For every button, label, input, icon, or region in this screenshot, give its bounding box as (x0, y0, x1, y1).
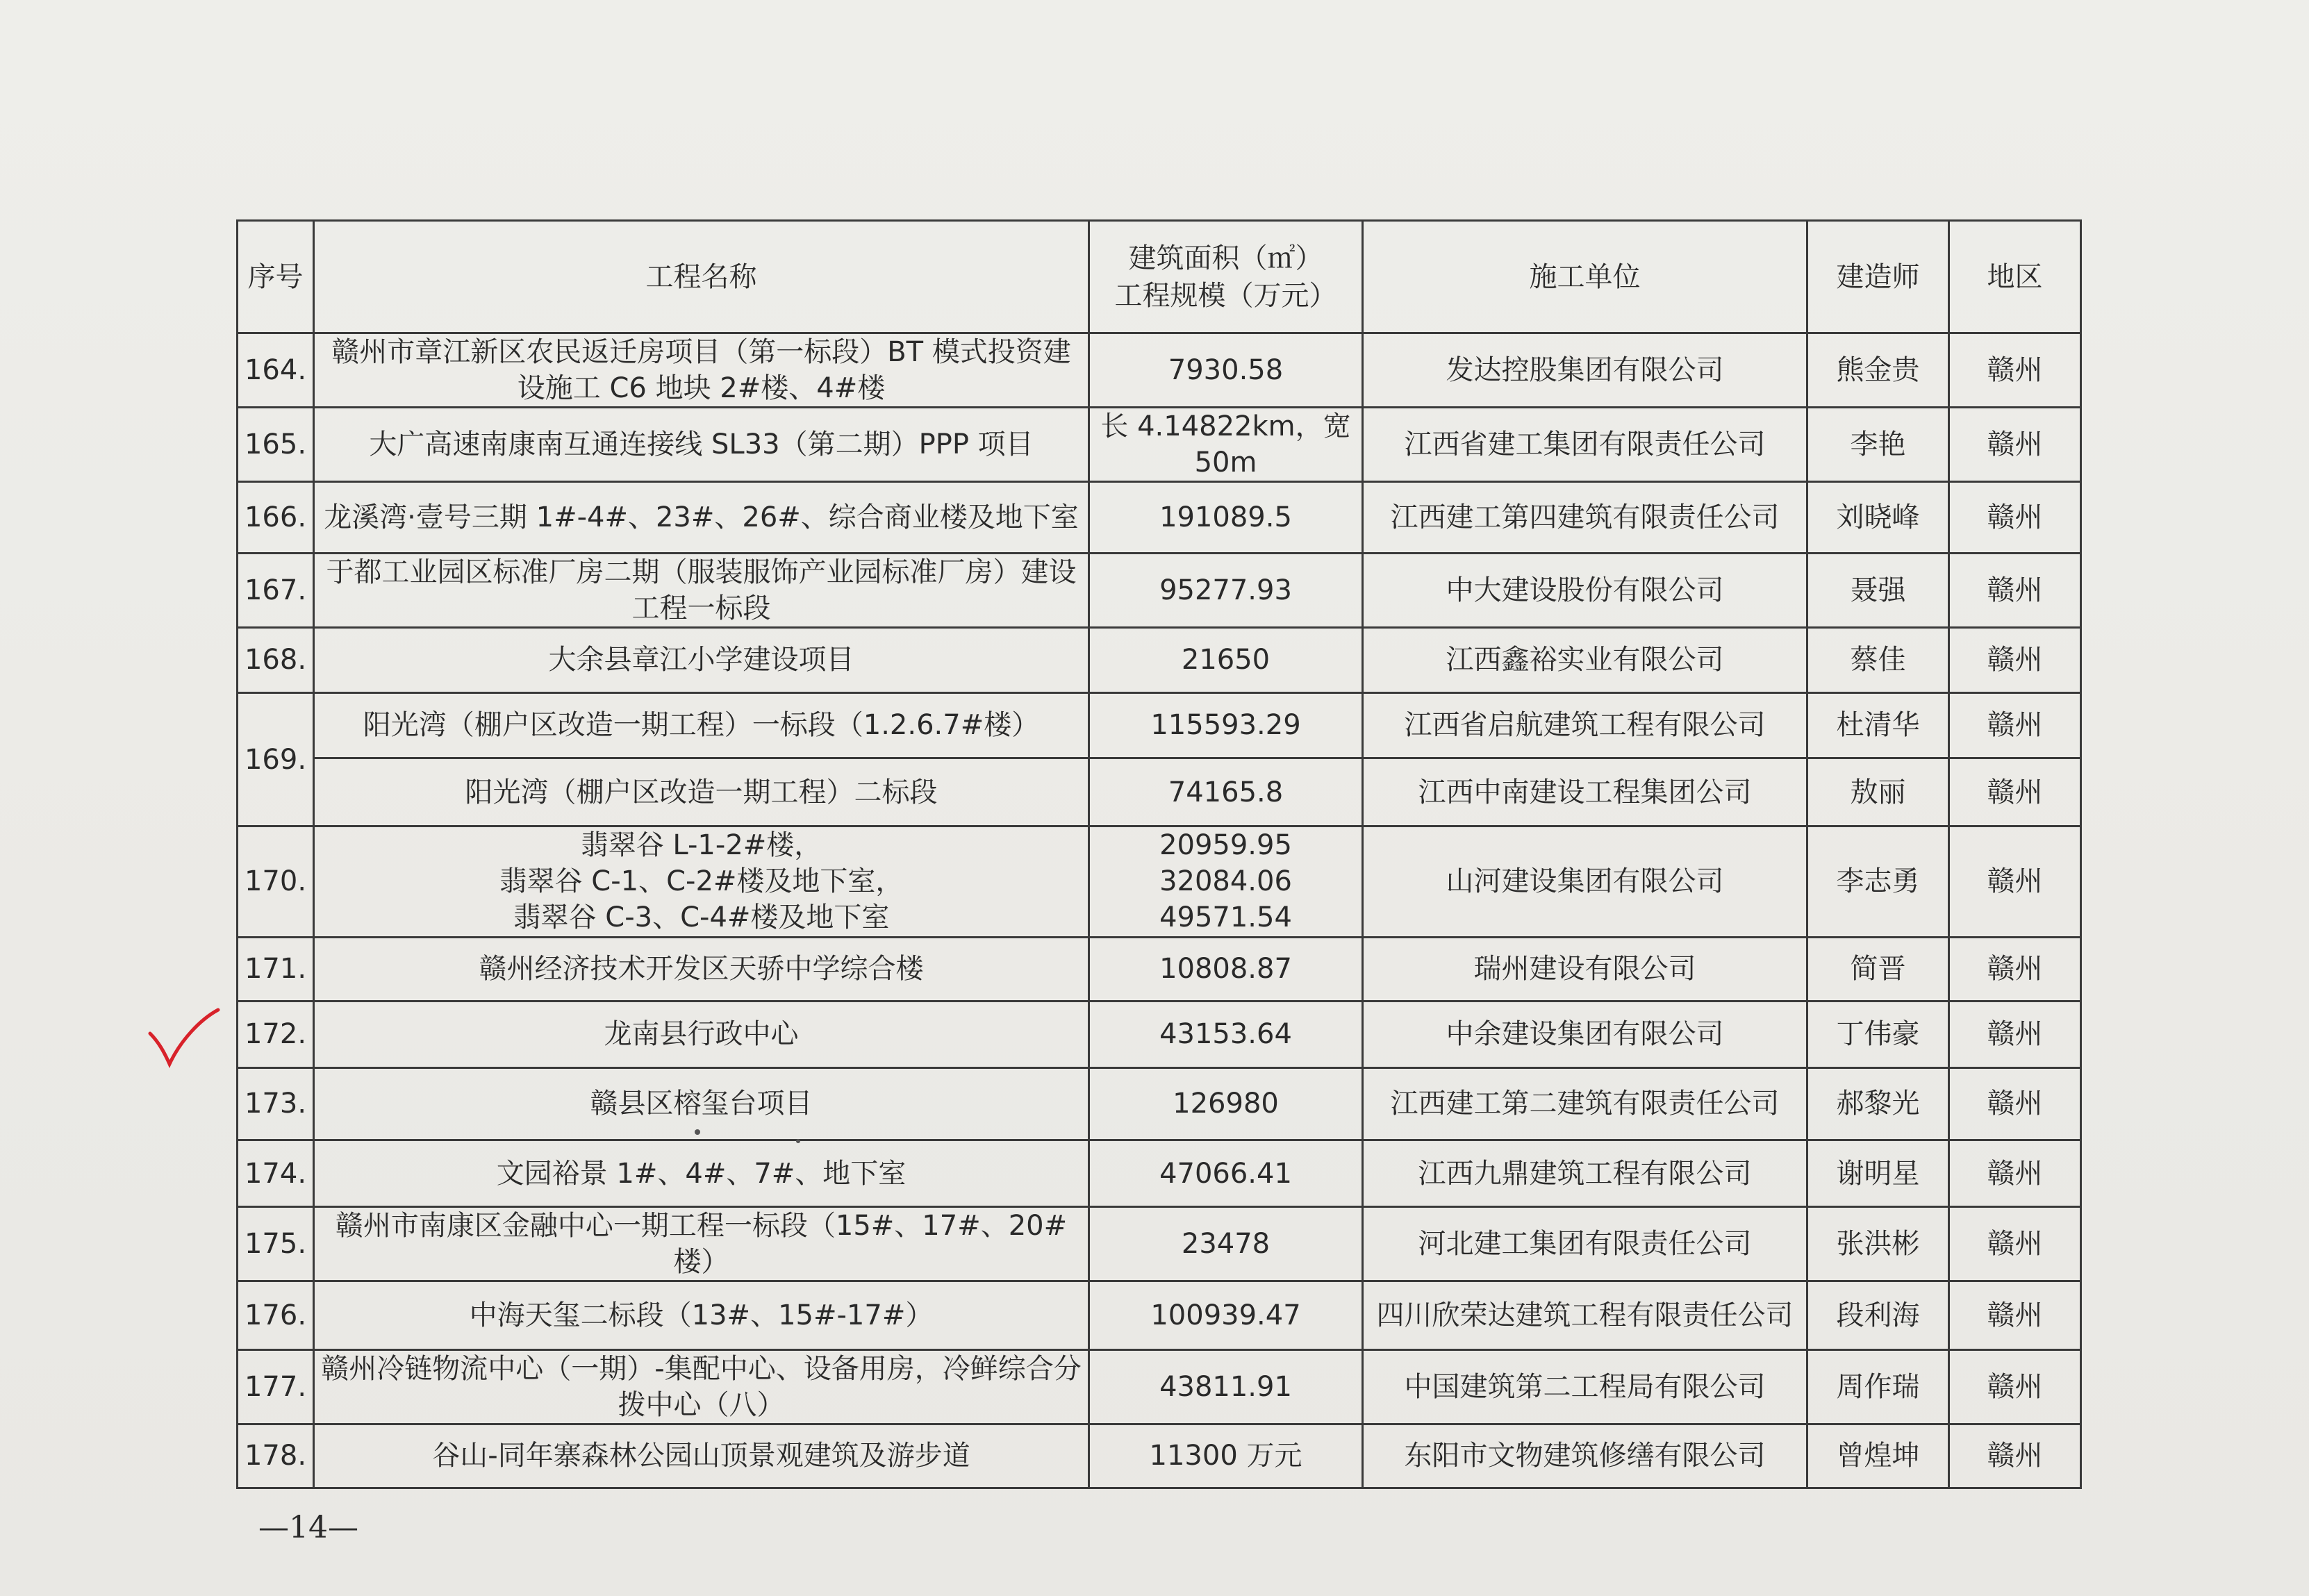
cell-construction-unit: 江西鑫裕实业有限公司 (1363, 627, 1807, 692)
cell-seq: 164. (238, 333, 314, 408)
cell-region: 赣州 (1949, 627, 2081, 692)
cell-construction-unit: 山河建设集团有限公司 (1363, 826, 1807, 937)
cell-region: 赣州 (1949, 1424, 2081, 1488)
area-line: 49571.54 (1159, 901, 1292, 934)
cell-project-name: 文园裕景 1#、4#、7#、地下室 (314, 1140, 1089, 1207)
cell-region: 赣州 (1949, 1349, 2081, 1424)
cell-seq: 165. (238, 408, 314, 482)
project-name-line: 翡翠谷 C-3、C-4#楼及地下室 (513, 901, 890, 934)
cell-construction-unit: 江西中南建设工程集团公司 (1363, 758, 1807, 826)
cell-construction-unit: 江西建工第二建筑有限责任公司 (1363, 1067, 1807, 1140)
project-name-line: 翡翠谷 L-1-2#楼， (580, 829, 822, 862)
cell-area: 95277.93 (1089, 553, 1363, 627)
cell-seq: 169. (238, 692, 314, 826)
cell-builder: 刘晓峰 (1807, 482, 1949, 553)
cell-builder: 蔡佳 (1807, 627, 1949, 692)
cell-area: 7930.58 (1089, 333, 1363, 408)
cell-construction-unit: 江西建工第四建筑有限责任公司 (1363, 482, 1807, 553)
cell-construction-unit: 中大建设股份有限公司 (1363, 553, 1807, 627)
cell-construction-unit: 四川欣荣达建筑工程有限责任公司 (1363, 1281, 1807, 1349)
cell-project-name: 赣州冷链物流中心（一期）-集配中心、设备用房，冷鲜综合分拨中心（八） (314, 1349, 1089, 1424)
header-area: 建筑面积（㎡） 工程规模（万元） (1089, 221, 1363, 333)
header-seq: 序号 (238, 221, 314, 333)
cell-region: 赣州 (1949, 553, 2081, 627)
cell-project-name: 赣州经济技术开发区天骄中学综合楼 (314, 937, 1089, 1001)
cell-area: 43153.64 (1089, 1001, 1363, 1067)
cell-region: 赣州 (1949, 1067, 2081, 1140)
cell-construction-unit: 发达控股集团有限公司 (1363, 333, 1807, 408)
table-row (238, 1001, 2081, 1067)
project-table (236, 219, 2082, 1489)
cell-project-name: 赣州市章江新区农民返迁房项目（第一标段）BT 模式投资建设施工 C6 地块 2#楼、4#楼 (314, 333, 1089, 408)
cell-area: 21650 (1089, 627, 1363, 692)
cell-construction-unit: 瑞州建设有限公司 (1363, 937, 1807, 1001)
cell-builder: 丁伟豪 (1807, 1001, 1949, 1067)
table-row (238, 1349, 2081, 1424)
table-row (238, 758, 2081, 826)
cell-project-name: 于都工业园区标准厂房二期（服装服饰产业园标准厂房）建设工程一标段 (314, 553, 1089, 627)
page-number: —14— (258, 1510, 358, 1545)
table-row (238, 553, 2081, 627)
table-row (238, 627, 2081, 692)
table-row (238, 482, 2081, 553)
cell-builder: 郝黎光 (1807, 1067, 1949, 1140)
area-line: 20959.95 (1159, 829, 1292, 862)
cell-area: 长 4.14822km，宽 50m (1089, 408, 1363, 482)
cell-seq: 170. (238, 826, 314, 937)
cell-builder: 敖丽 (1807, 758, 1949, 826)
cell-project-name: 阳光湾（棚户区改造一期工程）二标段 (314, 758, 1089, 826)
cell-project-name: 赣县区榕玺台项目 (314, 1067, 1089, 1140)
table-row (238, 937, 2081, 1001)
cell-project-name: 龙溪湾·壹号三期 1#-4#、23#、26#、综合商业楼及地下室 (314, 482, 1089, 553)
cell-seq: 172. (238, 1001, 314, 1067)
cell-seq: 166. (238, 482, 314, 553)
scan-speck (695, 1129, 700, 1135)
cell-seq: 178. (238, 1424, 314, 1488)
cell-seq: 167. (238, 553, 314, 627)
cell-region: 赣州 (1949, 333, 2081, 408)
cell-construction-unit: 江西省启航建筑工程有限公司 (1363, 692, 1807, 758)
checkmark-icon (146, 1007, 222, 1070)
header-region: 地区 (1949, 221, 2081, 333)
cell-construction-unit: 中余建设集团有限公司 (1363, 1001, 1807, 1067)
cell-builder: 李志勇 (1807, 826, 1949, 937)
cell-project-name: 中海天玺二标段（13#、15#-17#） (314, 1281, 1089, 1349)
cell-region: 赣州 (1949, 408, 2081, 482)
cell-region: 赣州 (1949, 1140, 2081, 1207)
table-row (238, 692, 2081, 758)
cell-seq: 175. (238, 1207, 314, 1281)
cell-project-name: 大广高速南康南互通连接线 SL33（第二期）PPP 项目 (314, 408, 1089, 482)
cell-area: 11300 万元 (1089, 1424, 1363, 1488)
cell-region: 赣州 (1949, 826, 2081, 937)
cell-region: 赣州 (1949, 692, 2081, 758)
cell-builder: 简晋 (1807, 937, 1949, 1001)
cell-area: 10808.87 (1089, 937, 1363, 1001)
table-row (238, 1067, 2081, 1140)
cell-region: 赣州 (1949, 937, 2081, 1001)
header-construction-unit: 施工单位 (1363, 221, 1807, 333)
cell-builder: 杜清华 (1807, 692, 1949, 758)
cell-area: 100939.47 (1089, 1281, 1363, 1349)
cell-construction-unit: 中国建筑第二工程局有限公司 (1363, 1349, 1807, 1424)
cell-seq: 171. (238, 937, 314, 1001)
scan-speck (796, 1139, 800, 1143)
header-builder: 建造师 (1807, 221, 1949, 333)
project-name-line: 翡翠谷 C-1、C-2#楼及地下室， (499, 865, 904, 898)
cell-area: 47066.41 (1089, 1140, 1363, 1207)
cell-builder: 熊金贵 (1807, 333, 1949, 408)
cell-seq: 177. (238, 1349, 314, 1424)
area-line: 32084.06 (1159, 865, 1292, 898)
cell-construction-unit: 河北建工集团有限责任公司 (1363, 1207, 1807, 1281)
cell-region: 赣州 (1949, 1001, 2081, 1067)
cell-seq: 174. (238, 1140, 314, 1207)
cell-builder: 曾煌坤 (1807, 1424, 1949, 1488)
cell-builder: 聂强 (1807, 553, 1949, 627)
cell-region: 赣州 (1949, 758, 2081, 826)
cell-area: 43811.91 (1089, 1349, 1363, 1424)
cell-project-name: 谷山-同年寨森林公园山顶景观建筑及游步道 (314, 1424, 1089, 1488)
table-row (238, 1140, 2081, 1207)
cell-builder: 段利海 (1807, 1281, 1949, 1349)
cell-area: 191089.5 (1089, 482, 1363, 553)
table-row (238, 333, 2081, 408)
cell-project-name (314, 826, 1089, 937)
cell-project-name: 龙南县行政中心 (314, 1001, 1089, 1067)
cell-area: 115593.29 (1089, 692, 1363, 758)
cell-construction-unit: 东阳市文物建筑修缮有限公司 (1363, 1424, 1807, 1488)
cell-seq: 176. (238, 1281, 314, 1349)
cell-area: 23478 (1089, 1207, 1363, 1281)
cell-area (1089, 826, 1363, 937)
table-row (238, 1281, 2081, 1349)
cell-seq: 168. (238, 627, 314, 692)
cell-region: 赣州 (1949, 1207, 2081, 1281)
cell-area: 74165.8 (1089, 758, 1363, 826)
cell-construction-unit: 江西省建工集团有限责任公司 (1363, 408, 1807, 482)
table-row (238, 826, 2081, 937)
cell-project-name: 赣州市南康区金融中心一期工程一标段（15#、17#、20#楼） (314, 1207, 1089, 1281)
cell-region: 赣州 (1949, 482, 2081, 553)
cell-builder: 张洪彬 (1807, 1207, 1949, 1281)
table-header-row (238, 221, 2081, 333)
table-row (238, 1424, 2081, 1488)
table-row (238, 408, 2081, 482)
cell-project-name: 阳光湾（棚户区改造一期工程）一标段（1.2.6.7#楼） (314, 692, 1089, 758)
cell-construction-unit: 江西九鼎建筑工程有限公司 (1363, 1140, 1807, 1207)
cell-builder: 李艳 (1807, 408, 1949, 482)
cell-builder: 周作瑞 (1807, 1349, 1949, 1424)
cell-project-name: 大余县章江小学建设项目 (314, 627, 1089, 692)
table-row (238, 1207, 2081, 1281)
cell-builder: 谢明星 (1807, 1140, 1949, 1207)
header-project-name: 工程名称 (314, 221, 1089, 333)
cell-seq: 173. (238, 1067, 314, 1140)
cell-area: 126980 (1089, 1067, 1363, 1140)
cell-region: 赣州 (1949, 1281, 2081, 1349)
